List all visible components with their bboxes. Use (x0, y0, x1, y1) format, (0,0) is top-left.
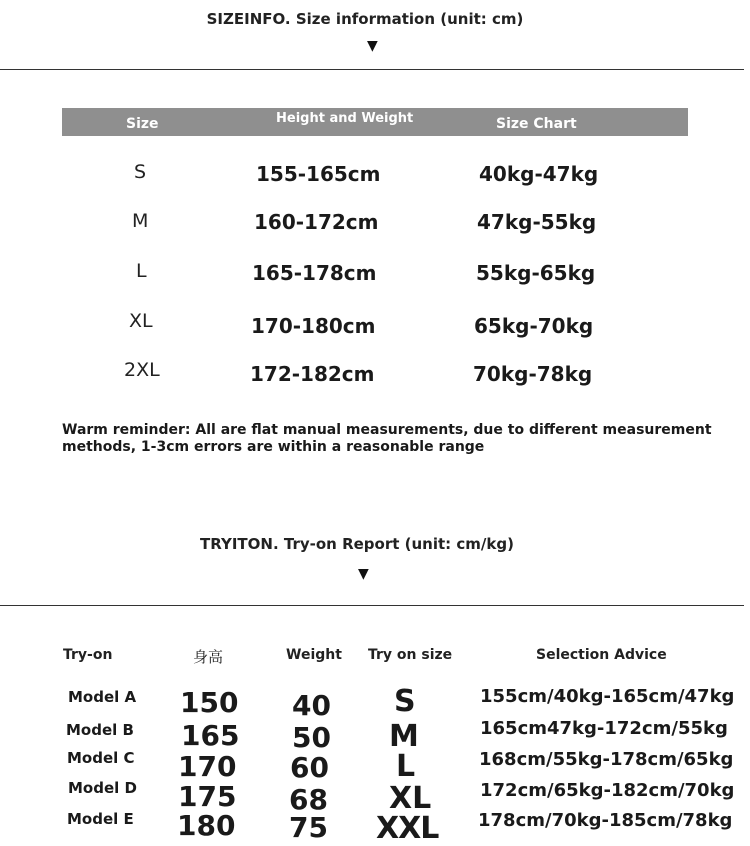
height-cell: 160-172cm (254, 210, 379, 234)
size-cell: S (134, 161, 147, 183)
try-on-divider (0, 605, 744, 606)
model-name: Model C (67, 749, 135, 767)
model-name: Model A (68, 688, 137, 706)
try-on-title: TRYITON. Try-on Report (unit: cm/kg) (200, 535, 514, 553)
model-selection-advice: 168cm/55kg-178cm/65kg (479, 749, 734, 770)
height-cell: 155-165cm (256, 162, 381, 186)
size-cell: M (132, 210, 149, 232)
height-cell: 170-180cm (251, 314, 376, 338)
model-weight: 40 (292, 689, 331, 722)
weight-cell: 55kg-65kg (476, 261, 596, 285)
model-try-on-size: XL (389, 781, 432, 816)
model-try-on-size: L (396, 749, 416, 784)
model-name: Model B (66, 721, 134, 739)
height-weight-header-label: Height and Weight (276, 111, 414, 126)
try-on-header-label: Try-on (63, 647, 113, 663)
model-height: 150 (180, 686, 239, 719)
weight-cell: 65kg-70kg (474, 314, 594, 338)
size-table-header (62, 108, 688, 136)
height-header-label: 身高 (193, 648, 224, 666)
weight-cell: 47kg-55kg (477, 210, 597, 234)
model-name: Model E (67, 810, 134, 828)
size-info-divider (0, 69, 744, 70)
model-try-on-size: XXL (376, 811, 439, 846)
size-info-down-arrow-icon: ▼ (367, 38, 378, 54)
size-cell: 2XL (124, 359, 160, 381)
model-selection-advice: 172cm/65kg-182cm/70kg (480, 780, 735, 801)
size-info-title: SIZEINFO. Size information (unit: cm) (206, 10, 524, 28)
model-height: 180 (177, 809, 236, 842)
model-weight: 68 (289, 783, 328, 816)
model-weight: 75 (289, 811, 328, 844)
model-selection-advice: 178cm/70kg-185cm/78kg (478, 810, 733, 831)
measurement-reminder: Warm reminder: All are flat manual measurements, due to different measurement methods, 1-3cm errors are within a reasonable range (62, 422, 712, 455)
model-try-on-size: M (389, 719, 419, 754)
weight-header-label: Weight (286, 647, 342, 663)
model-height: 165 (181, 719, 240, 752)
model-selection-advice: 155cm/40kg-165cm/47kg (480, 686, 735, 707)
model-name: Model D (68, 779, 137, 797)
weight-cell: 70kg-78kg (473, 362, 593, 386)
weight-cell: 40kg-47kg (479, 162, 599, 186)
model-height: 170 (178, 750, 237, 783)
try-on-down-arrow-icon: ▼ (358, 566, 369, 582)
height-cell: 165-178cm (252, 261, 377, 285)
model-weight: 50 (292, 721, 331, 754)
model-weight: 60 (290, 751, 329, 784)
model-selection-advice: 165cm47kg-172cm/55kg (480, 718, 728, 739)
height-cell: 172-182cm (250, 362, 375, 386)
size-cell: XL (129, 310, 153, 332)
size-chart-header-label: Size Chart (496, 116, 577, 132)
selection-advice-header-label: Selection Advice (536, 647, 667, 663)
size-header-label: Size (126, 116, 159, 132)
try-on-size-header-label: Try on size (368, 647, 453, 663)
model-try-on-size: S (394, 684, 416, 719)
model-height: 175 (178, 780, 237, 813)
size-cell: L (136, 260, 147, 282)
